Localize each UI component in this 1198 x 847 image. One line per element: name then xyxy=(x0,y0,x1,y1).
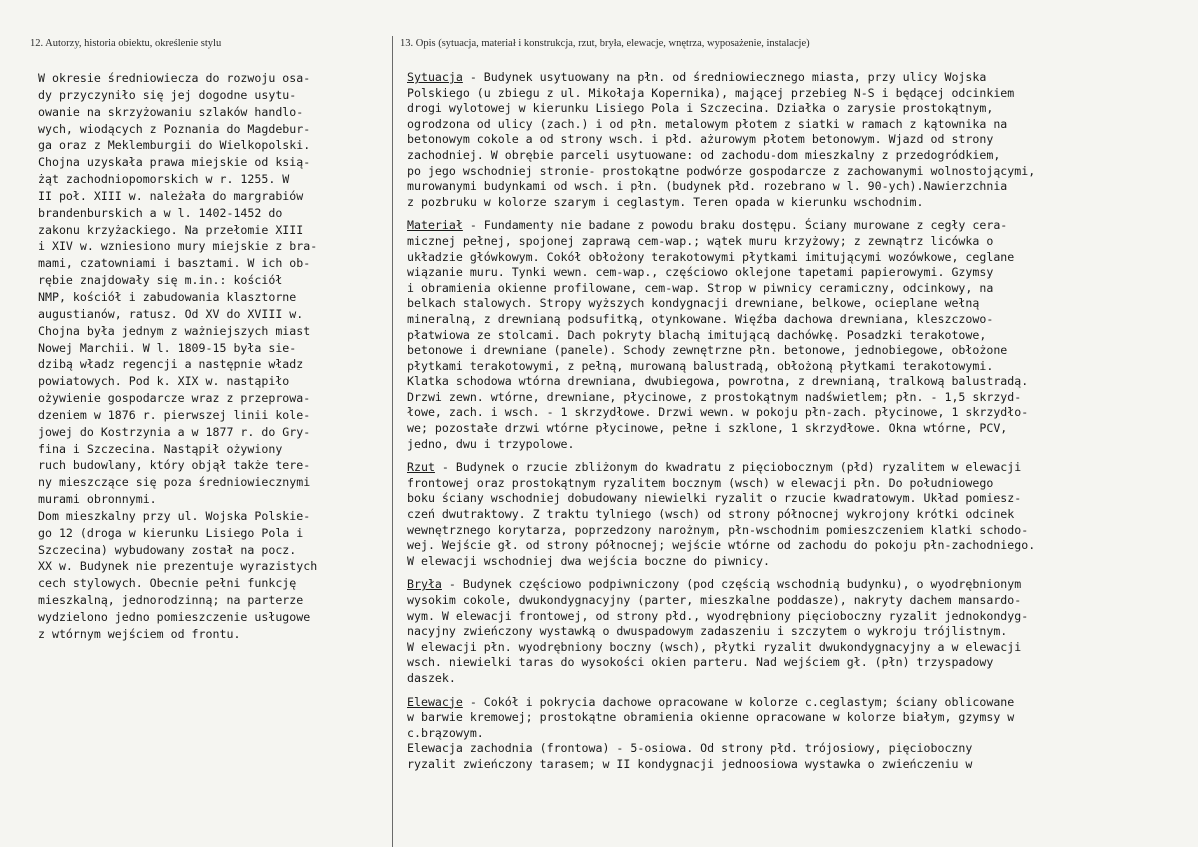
history-text-line: Chojna była jednym z ważniejszych miast xyxy=(38,323,311,338)
section-text-line: betonowe i drewniane (panele). Schody zewnętrzne płn. betonowe, jednobiegowe, obłożone xyxy=(407,343,1008,358)
section-text-line: układzie główkowym. Cokół obłożony terakotowymi płytkami imitującymi wozówkowe, ceglane xyxy=(407,249,1015,264)
section-text-line: belkach stalowych. Stropy wyższych kondygnacji drewniane, belkowe, ocieplane wełną xyxy=(407,296,980,311)
section-first-line xyxy=(407,460,1187,476)
section-text-line: nacyjny zwieńczony wystawką o dwuspadowym zadaszeniu i szczytem o wykroju trójlistnym. xyxy=(407,624,1008,639)
history-text-line: dzibą władz regencji a następnie władz xyxy=(38,357,304,372)
section-text: - Cokół i pokrycia dachowe opracowane w kolorze c.ceglastym; ściany oblicowane xyxy=(462,694,1015,709)
section-text-line: zachodniej. W obrębie parceli usytuowane: od zachodu-dom mieszkalny z przedogródkiem, xyxy=(407,147,1001,162)
section-text-line: i obramienia okienne profilowane, cem-wap. Strop w piwnicy ceramiczny, odcinkowy, na xyxy=(407,280,994,295)
section-header-left: 12. Autorzy, historia obiektu, określenie stylu xyxy=(30,38,222,49)
section-text-line: W elewacji wschodniej dwa wejścia boczne do piwnicy. xyxy=(407,553,770,568)
description-column xyxy=(407,70,1187,781)
section-title: Rzut xyxy=(407,460,435,475)
section-text-line: Elewacja zachodnia (frontowa) - 5-osiowa. Od strony płd. trójosiowy, pięcioboczny xyxy=(407,741,973,756)
section-rzut xyxy=(407,460,1187,569)
section-text-line: Drzwi zewn. wtórne, drewniane, płycinowe, z prostokątnym nadświetlem; płn. - 1,5 skrzyd- xyxy=(407,389,1022,404)
history-text-line: II poł. XIII w. należała do margrabiów xyxy=(38,188,304,203)
history-text-line: z wtórnym wejściem od frontu. xyxy=(38,626,241,641)
section-text-line: murowanymi budynkami od wsch. i płn. (budynek płd. rozebrano w l. 90-ych).Nawierzchnia xyxy=(407,179,1008,194)
section-text-line: po jego wschodniej stronie- prostokątne podwórze gospodarcze z zachowanymi wolnostojącymi, xyxy=(407,163,1036,178)
history-text-line: augustianów, ratusz. Od XV do XVIII w. xyxy=(38,306,304,321)
section-text-line: micznej pełnej, spojonej zaprawą cem-wap.; wątek muru krzyżowy; z zewnątrz licówka o xyxy=(407,233,994,248)
section-text-line: łowe, zach. i wsch. - 1 skrzydłowe. Drzwi wewn. w pokoju płn-zach. płycinowe, 1 skrzydło- xyxy=(407,405,1029,420)
section-title: Materiał xyxy=(407,218,463,233)
section-title: Bryła xyxy=(407,577,442,592)
history-text-line: rębie znajdowały się m.in.: kościół xyxy=(38,273,283,288)
section-text-line: drogi wylotowej w kierunku Lisiego Pola i Szczecina. Działka o zarysie prostokątnym, xyxy=(407,101,994,116)
history-text-line: Chojna uzyskała prawa miejskie od ksią- xyxy=(38,155,311,170)
history-text-line: dy przyczyniło się jej dogodne usytu- xyxy=(38,87,297,102)
history-text-line: ny mieszczące się poza średniowiecznymi xyxy=(38,475,311,490)
section-text-line: czeń dwutraktowy. Z traktu tylniego (wsch) od strony północnej wykrojony krótki odcinek xyxy=(407,507,1015,522)
history-text-line: dzeniem w 1876 r. pierwszej linii kole- xyxy=(38,407,311,422)
history-text-line: owanie na skrzyżowaniu szlaków handlo- xyxy=(38,104,304,119)
section-title: Sytuacja xyxy=(407,70,463,84)
history-text-line: żąt zachodniopomorskich w r. 1255. W xyxy=(38,172,290,187)
section-text-line: jedno, dwu i trzypolowe. xyxy=(407,436,575,451)
history-text-line: go 12 (droga w kierunku Lisiego Pola i xyxy=(38,525,304,540)
history-text-line: NMP, kościół i zabudowania klasztorne xyxy=(38,289,297,304)
history-column xyxy=(38,70,388,643)
history-text-line: ożywienie gospodarcze wraz z przeprowa- xyxy=(38,391,311,406)
section-text-line: wewnętrznego korytarza, poprzedzony narożnym, płn-wschodnim pomieszczeniem klatki schodo- xyxy=(407,522,1029,537)
section-text: - Budynek o rzucie zbliżonym do kwadratu z pięciobocznym (płd) ryzalitem w elewacji xyxy=(434,460,1022,475)
section-text-line: we; pozostałe drzwi wtórne płycinowe, pełne i szklone, 1 skrzydłowe. Okna wtórne, PCV, xyxy=(407,421,1008,436)
history-text-line: W okresie średniowiecza do rozwoju osa- xyxy=(38,71,311,85)
section-materia xyxy=(407,218,1187,452)
section-text-line: wiązanie muru. Tynki wewn. cem-wap., częściowo oklejone tapetami papierowymi. Gzymsy xyxy=(407,265,994,280)
history-text-line: zakonu krzyżackiego. Na przełomie XIII xyxy=(38,222,304,237)
section-header-right: 13. Opis (sytuacja, materiał i konstrukcja, rzut, bryła, elewacje, wnętrza, wyposażenie, instalacje) xyxy=(400,38,810,49)
section-text-line: boku ściany wschodniej dobudowany niewielki ryzalit o rzucie kwadratowym. Układ pomiesz- xyxy=(407,491,1022,506)
section-text-line: wsch. niewielki taras do wysokości okien parteru. Nad wejściem gł. (płn) trzyspadowy xyxy=(407,655,994,670)
section-text-line: w barwie kremowej; prostokątne obramienia okienne opracowane w kolorze białym, gzymsy w xyxy=(407,710,1015,725)
history-text-line: Dom mieszkalny przy ul. Wojska Polskie- xyxy=(38,508,311,523)
history-text-line: XX w. Budynek nie prezentuje wyrazistych xyxy=(38,559,318,574)
history-text-line: Nowej Marchii. W l. 1809-15 była sie- xyxy=(38,340,297,355)
section-text-line: ogrodzona od ulicy (zach.) i od płn. metalowym płotem z siatki w ramach z kątownika na xyxy=(407,116,1008,131)
history-text-line: ruch budowlany, który objął także tere- xyxy=(38,458,311,473)
history-text-line: mieszkalną, jednorodzinną; na parterze xyxy=(38,593,304,608)
section-text-line: frontowej oraz prostokątnym ryzalitem bocznym (wsch) w elewacji płn. Do południowego xyxy=(407,475,994,490)
section-text: - Budynek usytuowany na płn. od średniowiecznego miasta, przy ulicy Wojska xyxy=(462,70,987,84)
section-first-line xyxy=(407,695,1187,711)
section-text-line: c.brązowym. xyxy=(407,725,484,740)
history-text-line: murami obronnymi. xyxy=(38,492,157,507)
history-text-line: cech stylowych. Obecnie pełni funkcję xyxy=(38,576,297,591)
section-text: - Budynek częściowo podpiwniczony (pod częścią wschodnią budynku), o wyodrębnionym xyxy=(441,577,1022,592)
column-divider xyxy=(392,36,393,847)
section-first-line xyxy=(407,70,1187,86)
section-text-line: płatwiowa ze stolcami. Dach pokryty blachą imitującą dachówkę. Posadzki terakotowe, xyxy=(407,327,987,342)
section-title: Elewacje xyxy=(407,694,463,709)
section-first-line xyxy=(407,577,1187,593)
history-text-line: ga oraz z Meklemburgii do Wielkopolski. xyxy=(38,138,311,153)
section-text-line: W elewacji płn. wyodrębniony boczny (wsch), płytki ryzalit dwukondygnacyjny a w elewacji xyxy=(407,639,1022,654)
section-elewacje xyxy=(407,695,1187,773)
history-text-line: wych, wiodących z Poznania do Magdebur- xyxy=(38,121,311,136)
section-text-line: mineralną, z drewnianą podsufitką, otynkowane. Więźba dachowa drewniana, kleszczowo- xyxy=(407,311,994,326)
section-text-line: z pozbruku w kolorze szarym i ceglastym. Teren opada w kierunku wschodnim. xyxy=(407,194,924,209)
section-text-line: betonowym cokole a od strony wsch. i płd. ażurowym płotem betonowym. Wjazd od strony xyxy=(407,132,994,147)
section-brya xyxy=(407,577,1187,686)
history-text-line: mami, czatowniami i basztami. W ich ob- xyxy=(38,256,311,271)
section-text-line: Klatka schodowa wtórna drewniana, dwubiegowa, powrotna, z drewnianą, tralkową balustradą. xyxy=(407,374,1029,389)
history-text-line: Szczecina) wybudowany został na pocz. xyxy=(38,542,297,557)
section-first-line xyxy=(407,218,1187,234)
section-text-line: płytkami terakotowymi, z pełną, murowaną balustradą, obłożoną płytkami terakotowymi. xyxy=(407,358,994,373)
section-text-line: wym. W elewacji frontowej, od strony płd., wyodrębniony pięcioboczny ryzalit jednokondyg- xyxy=(407,608,1029,623)
section-text-line: daszek. xyxy=(407,670,456,685)
section-text-line: wysokim cokole, dwukondygnacyjny (parter, mieszkalne poddasze), nakryty dachem mansardo- xyxy=(407,593,1022,607)
history-text-line: wydzielono jedno pomieszczenie usługowe xyxy=(38,610,311,624)
section-text: - Fundamenty nie badane z powodu braku dostępu. Ściany murowane z cegły cera- xyxy=(462,218,1008,233)
history-text-line: brandenburskich a w l. 1402-1452 do xyxy=(38,205,283,220)
section-text-line: ryzalit zwieńczony tarasem; w II kondygnacji jednoosiowa wystawka o zwieńczeniu w xyxy=(407,756,973,771)
history-text-line: i XIV w. wzniesiono mury miejskie z bra- xyxy=(38,239,318,254)
history-text-line: powiatowych. Pod k. XIX w. nastąpiło xyxy=(38,374,290,389)
history-text-line: jowej do Kostrzynia a w 1877 r. do Gry- xyxy=(38,424,311,439)
section-text-line: wej. Wejście gł. od strony północnej; wejście wtórne od zachodu do pokoju płn-zachodniego. xyxy=(407,538,1036,553)
section-text-line: Polskiego (u zbiegu z ul. Mikołaja Kopernika), mającej przebieg N-S i będącej odcinkiem xyxy=(407,85,1015,100)
history-text-line: fina i Szczecina. Nastąpił ożywiony xyxy=(38,441,283,456)
section-sytuacja xyxy=(407,70,1187,210)
